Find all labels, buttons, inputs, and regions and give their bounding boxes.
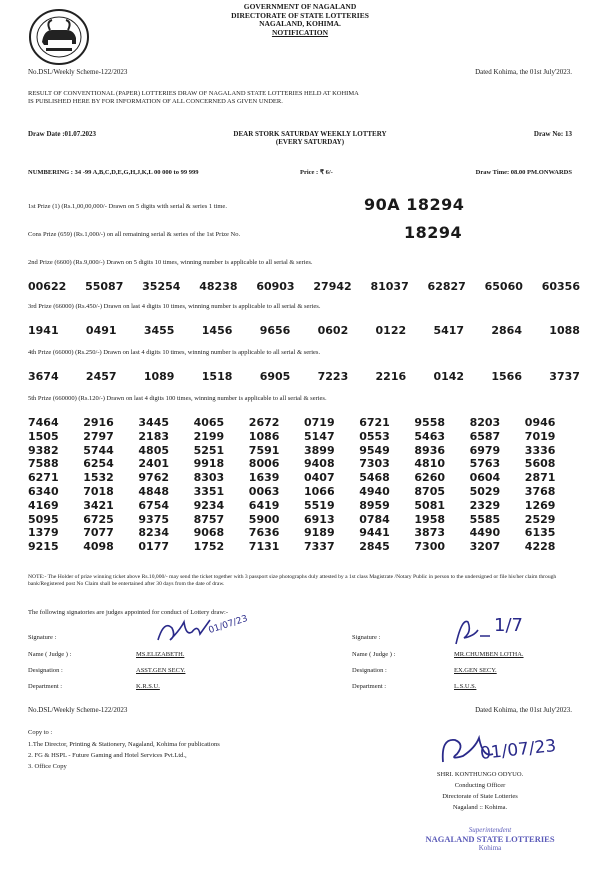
numbering-info: NUMBERING : 34 -99 A,B,C,D,E,G,H,J,K,L 00 000 to 99 999 [28, 169, 199, 176]
fifth-prize-number: 2871 [524, 471, 556, 485]
fifth-prize-number: 2183 [138, 429, 170, 443]
fourth-prize-row [28, 370, 580, 383]
fifth-prize-number: 6913 [304, 512, 335, 526]
fifth-prize-number: 0407 [304, 471, 335, 485]
fifth-prize-number: 6754 [138, 498, 170, 512]
fifth-prize-number: 3351 [193, 484, 225, 498]
fifth-prize-number: 1532 [83, 471, 114, 485]
fifth-prize-number: 4065 [193, 416, 225, 429]
fourth-prize-text: 4th Prize (66000) (Rs.250/-) Drawn on last 4 digits 10 times, winning number is applicable to all serial & series. [28, 349, 321, 356]
fifth-prize-number: 6721 [359, 416, 390, 429]
officer-title: Conducting Officer [454, 782, 506, 789]
fifth-prize-number: 2672 [248, 416, 280, 429]
fifth-prize-number: 4848 [138, 484, 170, 498]
fourth-prize-number: 7223 [317, 370, 349, 383]
fourth-prize-number: 0142 [433, 370, 465, 383]
judge-left-designation: ASST.GEN SECY. [136, 667, 186, 674]
copy-to-item-1: 1.The Director, Printing & Stationery, Nagaland, Kohima for publications [28, 741, 220, 748]
judge-right-department-label: Department : [352, 683, 387, 690]
fourth-prize-number: 2457 [85, 370, 117, 383]
second-prize-number: 60903 [256, 280, 295, 293]
judge-right-name: MR.CHUMBEN LOTHA. [454, 651, 524, 658]
fifth-prize-number: 2845 [359, 540, 390, 554]
officer-signature-date: 01/07/23 [479, 736, 558, 764]
fifth-prize-number: 6587 [469, 429, 501, 443]
nagaland-emblem-logo [28, 8, 90, 66]
fifth-prize-number: 1752 [193, 540, 225, 554]
fifth-prize-number: 2529 [524, 512, 556, 526]
judge-left-department: K.R.S.U. [136, 683, 160, 690]
fifth-prize-number: 6979 [469, 443, 501, 457]
lottery-title [190, 130, 430, 146]
intro-line-2: IS PUBLISHED HERE BY FOR INFORMATION OF ALL CONCERNED AS GIVEN UNDER. [28, 98, 283, 105]
fifth-prize-number: 1086 [248, 429, 280, 443]
fifth-prize-number: 9375 [138, 512, 170, 526]
fifth-prize-number: 4169 [28, 498, 59, 512]
fourth-prize-number: 3737 [549, 370, 580, 383]
fifth-prize-number: 8006 [248, 457, 280, 471]
fifth-prize-number: 3768 [524, 484, 556, 498]
second-prize-number: 60356 [541, 280, 580, 293]
judge-right-designation: EX.GEN SECY. [454, 667, 497, 674]
fourth-prize-number: 3674 [28, 370, 59, 383]
fifth-prize-number: 7303 [359, 457, 390, 471]
fifth-prize-number: 2401 [138, 457, 170, 471]
third-prize-number: 3455 [143, 324, 175, 337]
fifth-prize-number: 5029 [469, 484, 501, 498]
fifth-prize-number: 9762 [138, 471, 170, 485]
second-prize-number: 65060 [484, 280, 523, 293]
fifth-prize-number: 3445 [138, 416, 170, 429]
fifth-prize-number: 8705 [414, 484, 446, 498]
third-prize-text: 3rd Prize (66000) (Rs.450/-) Drawn on last 4 digits 10 times, winning number is applicable to all serial & series. [28, 303, 321, 310]
stamp-line-1: Superintendent [468, 826, 512, 834]
fifth-prize-number: 5585 [469, 512, 501, 526]
fifth-prize-number: 6725 [83, 512, 114, 526]
fifth-prize-number: 9441 [359, 526, 390, 540]
official-stamp [395, 826, 585, 852]
fifth-prize-number: 7464 [28, 416, 59, 429]
fifth-prize-number: 3421 [83, 498, 114, 512]
fifth-prize-number: 8959 [359, 498, 390, 512]
fifth-prize-number: 9408 [304, 457, 335, 471]
copy-to-label: Copy to : [28, 729, 53, 736]
fifth-prize-number: 0177 [138, 540, 170, 554]
fifth-prize-number: 0604 [469, 471, 501, 485]
reference-number-bottom: No.DSL/Weekly Scheme-122/2023 [28, 706, 128, 714]
fifth-prize-number: 0946 [524, 416, 556, 429]
fifth-prize-number: 6340 [28, 484, 59, 498]
fifth-prize-number: 0784 [359, 512, 390, 526]
fifth-prize-number: 3207 [469, 540, 501, 554]
fifth-prize-number: 7019 [524, 429, 556, 443]
second-prize-text: 2nd Prize (6600) (Rs.9,000/-) Drawn on 5 digits 10 times, winning number is applicable to all serial & series. [28, 259, 313, 266]
fifth-prize-number: 5519 [304, 498, 335, 512]
draw-time: Draw Time: 08.00 PM.ONWARDS [475, 169, 572, 176]
fifth-prize-number: 8303 [193, 471, 225, 485]
third-prize-number: 0602 [317, 324, 349, 337]
fifth-prize-number: 5081 [414, 498, 446, 512]
fifth-prize-number: 0063 [248, 484, 280, 498]
header-line-1: GOVERNMENT OF NAGALAND [243, 2, 357, 11]
stamp-line-3: Kohima [478, 844, 502, 852]
fifth-prize-number: 6271 [28, 471, 59, 485]
third-prize-number: 1088 [549, 324, 580, 337]
draw-number: Draw No: 13 [533, 130, 572, 138]
officer-department: Directorate of State Lotteries [442, 793, 518, 800]
fifth-prize-number: 6135 [524, 526, 556, 540]
fifth-prize-number: 0719 [304, 416, 335, 429]
judge-right-department: L.S.U.S. [454, 683, 477, 690]
fifth-prize-number: 5468 [359, 471, 390, 485]
judge-left-name-label: Name ( Judge ) : [28, 651, 72, 658]
fifth-prize-number: 3336 [524, 443, 556, 457]
fifth-prize-number: 6260 [414, 471, 446, 485]
fifth-prize-number: 7588 [28, 457, 59, 471]
fifth-prize-number: 8757 [193, 512, 225, 526]
fifth-prize-number: 2797 [83, 429, 114, 443]
fifth-prize-number: 5608 [524, 457, 556, 471]
intro-line-1: RESULT OF CONVENTIONAL (PAPER) LOTTERIES DRAW OF NAGALAND STATE LOTTERIES HELD AT KOHIMA [28, 90, 359, 97]
fifth-prize-number: 4098 [83, 540, 114, 554]
fifth-prize-number: 8203 [469, 416, 501, 429]
fourth-prize-number: 6905 [259, 370, 291, 383]
fifth-prize-number: 4490 [469, 526, 501, 540]
fifth-prize-number: 9189 [304, 526, 335, 540]
fifth-prize-number: 3873 [414, 526, 446, 540]
second-prize-number: 48238 [199, 280, 238, 293]
officer-place: Nagaland :: Kohima. [452, 804, 508, 811]
fifth-prize-number: 4940 [359, 484, 390, 498]
second-prize-number: 00622 [28, 280, 67, 293]
fifth-prize-number: 5463 [414, 429, 446, 443]
fifth-prize-number: 1639 [248, 471, 280, 485]
fifth-prize-number: 1505 [28, 429, 59, 443]
dated-top: Dated Kohima, the 01st July'2023. [475, 68, 572, 76]
fifth-prize-number: 8936 [414, 443, 446, 457]
copy-to-item-2: 2. FG & HSPL - Future Gaming and Hotel Services Pvt.Ltd., [28, 752, 187, 759]
second-prize-number: 35254 [142, 280, 181, 293]
first-prize-text: 1st Prize (1) (Rs.1,00,00,000/- Drawn on 5 digits with serial & series 1 time. [28, 203, 227, 210]
second-prize-number: 55087 [85, 280, 124, 293]
header-line-3: NAGALAND, KOHIMA. [259, 19, 341, 28]
fifth-prize-number: 5095 [28, 512, 59, 526]
fifth-prize-number: 9918 [193, 457, 225, 471]
ticket-price: Price : ₹ 6/- [300, 169, 333, 176]
fifth-prize-number: 7018 [83, 484, 114, 498]
fifth-prize-number: 1269 [524, 498, 556, 512]
fifth-prize-number: 7636 [248, 526, 280, 540]
third-prize-number: 5417 [433, 324, 465, 337]
fifth-prize-number: 5251 [193, 443, 225, 457]
lottery-frequency: (EVERY SATURDAY) [275, 138, 345, 146]
fifth-prize-number: 9558 [414, 416, 446, 429]
fifth-prize-number: 9215 [28, 540, 59, 554]
second-prize-number: 62827 [427, 280, 466, 293]
header-line-2: DIRECTORATE OF STATE LOTTERIES [231, 10, 369, 20]
fifth-prize-number: 9382 [28, 443, 59, 457]
stamp-line-2: NAGALAND STATE LOTTERIES [425, 834, 555, 844]
fifth-prize-grid [28, 417, 580, 554]
second-prize-number: 81037 [370, 280, 409, 293]
judge-left-signature-date: 01/07/23 [207, 613, 249, 637]
fifth-prize-number: 1958 [414, 512, 446, 526]
fifth-prize-number: 9234 [193, 498, 225, 512]
third-prize-number: 0122 [375, 324, 407, 337]
third-prize-number: 0491 [85, 324, 117, 337]
third-prize-number: 1456 [201, 324, 233, 337]
fifth-prize-number: 1066 [304, 484, 335, 498]
fourth-prize-number: 1089 [143, 370, 175, 383]
lottery-name: DEAR STORK SATURDAY WEEKLY LOTTERY [233, 130, 387, 138]
fourth-prize-number: 1518 [201, 370, 233, 383]
header-block [150, 3, 450, 37]
note-text: NOTE:- The Holder of prize winning ticket above Rs.10,000/- may send the ticket together with 3 passport size photographs duly attested by a 1st class Magistrate /Notary Public in person to the undersigned or file his/her claim through bank/Registered post No Claim shall be entertained after 30 days from the date of draw. [28, 574, 557, 587]
dated-bottom: Dated Kohima, the 01st July'2023. [475, 706, 572, 714]
judge-left-name: MS.ELIZABETH. [136, 651, 185, 658]
fourth-prize-number: 2216 [375, 370, 407, 383]
fifth-prize-number: 8234 [138, 526, 170, 540]
fifth-prize-number: 5744 [83, 443, 114, 457]
fifth-prize-number: 4228 [524, 540, 556, 554]
fifth-prize-number: 0553 [359, 429, 390, 443]
fifth-prize-number: 5900 [248, 512, 280, 526]
fifth-prize-number: 7591 [248, 443, 280, 457]
fifth-prize-number: 2916 [83, 416, 114, 429]
fifth-prize-number: 6419 [248, 498, 280, 512]
fifth-prize-number: 2329 [469, 498, 501, 512]
judge-left-signature-label: Signature : [28, 634, 57, 641]
judges-intro: The following signatories are judges appointed for conduct of Lottery draw:- [28, 609, 228, 616]
reference-number: No.DSL/Weekly Scheme-122/2023 [28, 68, 128, 76]
cons-prize-text: Cons Prize (659) (Rs.1,000/-) on all remaining serial & series of the 1st Prize No. [28, 231, 241, 238]
fifth-prize-number: 7077 [83, 526, 114, 540]
third-prize-row [28, 324, 580, 337]
judge-right-signature-date: 1/7 [494, 615, 523, 636]
cons-prize-number: 18294 [404, 223, 463, 242]
fifth-prize-number: 6254 [83, 457, 114, 471]
fifth-prize-number: 7337 [304, 540, 335, 554]
second-prize-number: 27942 [313, 280, 352, 293]
second-prize-row [28, 280, 580, 293]
fifth-prize-number: 5147 [304, 429, 335, 443]
fifth-prize-number: 5763 [469, 457, 501, 471]
header-line-4: NOTIFICATION [271, 27, 329, 37]
third-prize-number: 2864 [491, 324, 522, 337]
fifth-prize-number: 3899 [304, 443, 335, 457]
fifth-prize-number: 9068 [193, 526, 225, 540]
fifth-prize-number: 1379 [28, 526, 59, 540]
draw-date: Draw Date :01.07.2023 [28, 130, 97, 138]
judge-right-signature-label: Signature : [352, 634, 381, 641]
judge-right-name-label: Name ( Judge ) : [352, 651, 396, 658]
judge-right-designation-label: Designation : [352, 667, 387, 674]
judge-left-department-label: Department : [28, 683, 63, 690]
fifth-prize-text: 5th Prize (660000) (Rs.120/-) Drawn on last 4 digits 100 times, winning number is applicable to all serial & series. [28, 395, 327, 402]
third-prize-number: 9656 [259, 324, 291, 337]
first-prize-number: 90A 18294 [364, 195, 465, 214]
third-prize-number: 1941 [28, 324, 59, 337]
fifth-prize-number: 7131 [248, 540, 280, 554]
fifth-prize-number: 4810 [414, 457, 446, 471]
fourth-prize-number: 1566 [491, 370, 522, 383]
fifth-prize-number: 9549 [359, 443, 390, 457]
officer-name: SHRI. KONTHUNGO ODYUO. [436, 771, 524, 778]
copy-to-item-3: 3. Office Copy [28, 763, 67, 770]
fifth-prize-number: 7300 [414, 540, 446, 554]
fifth-prize-number: 2199 [193, 429, 225, 443]
judge-left-designation-label: Designation : [28, 667, 63, 674]
fifth-prize-number: 4805 [138, 443, 170, 457]
